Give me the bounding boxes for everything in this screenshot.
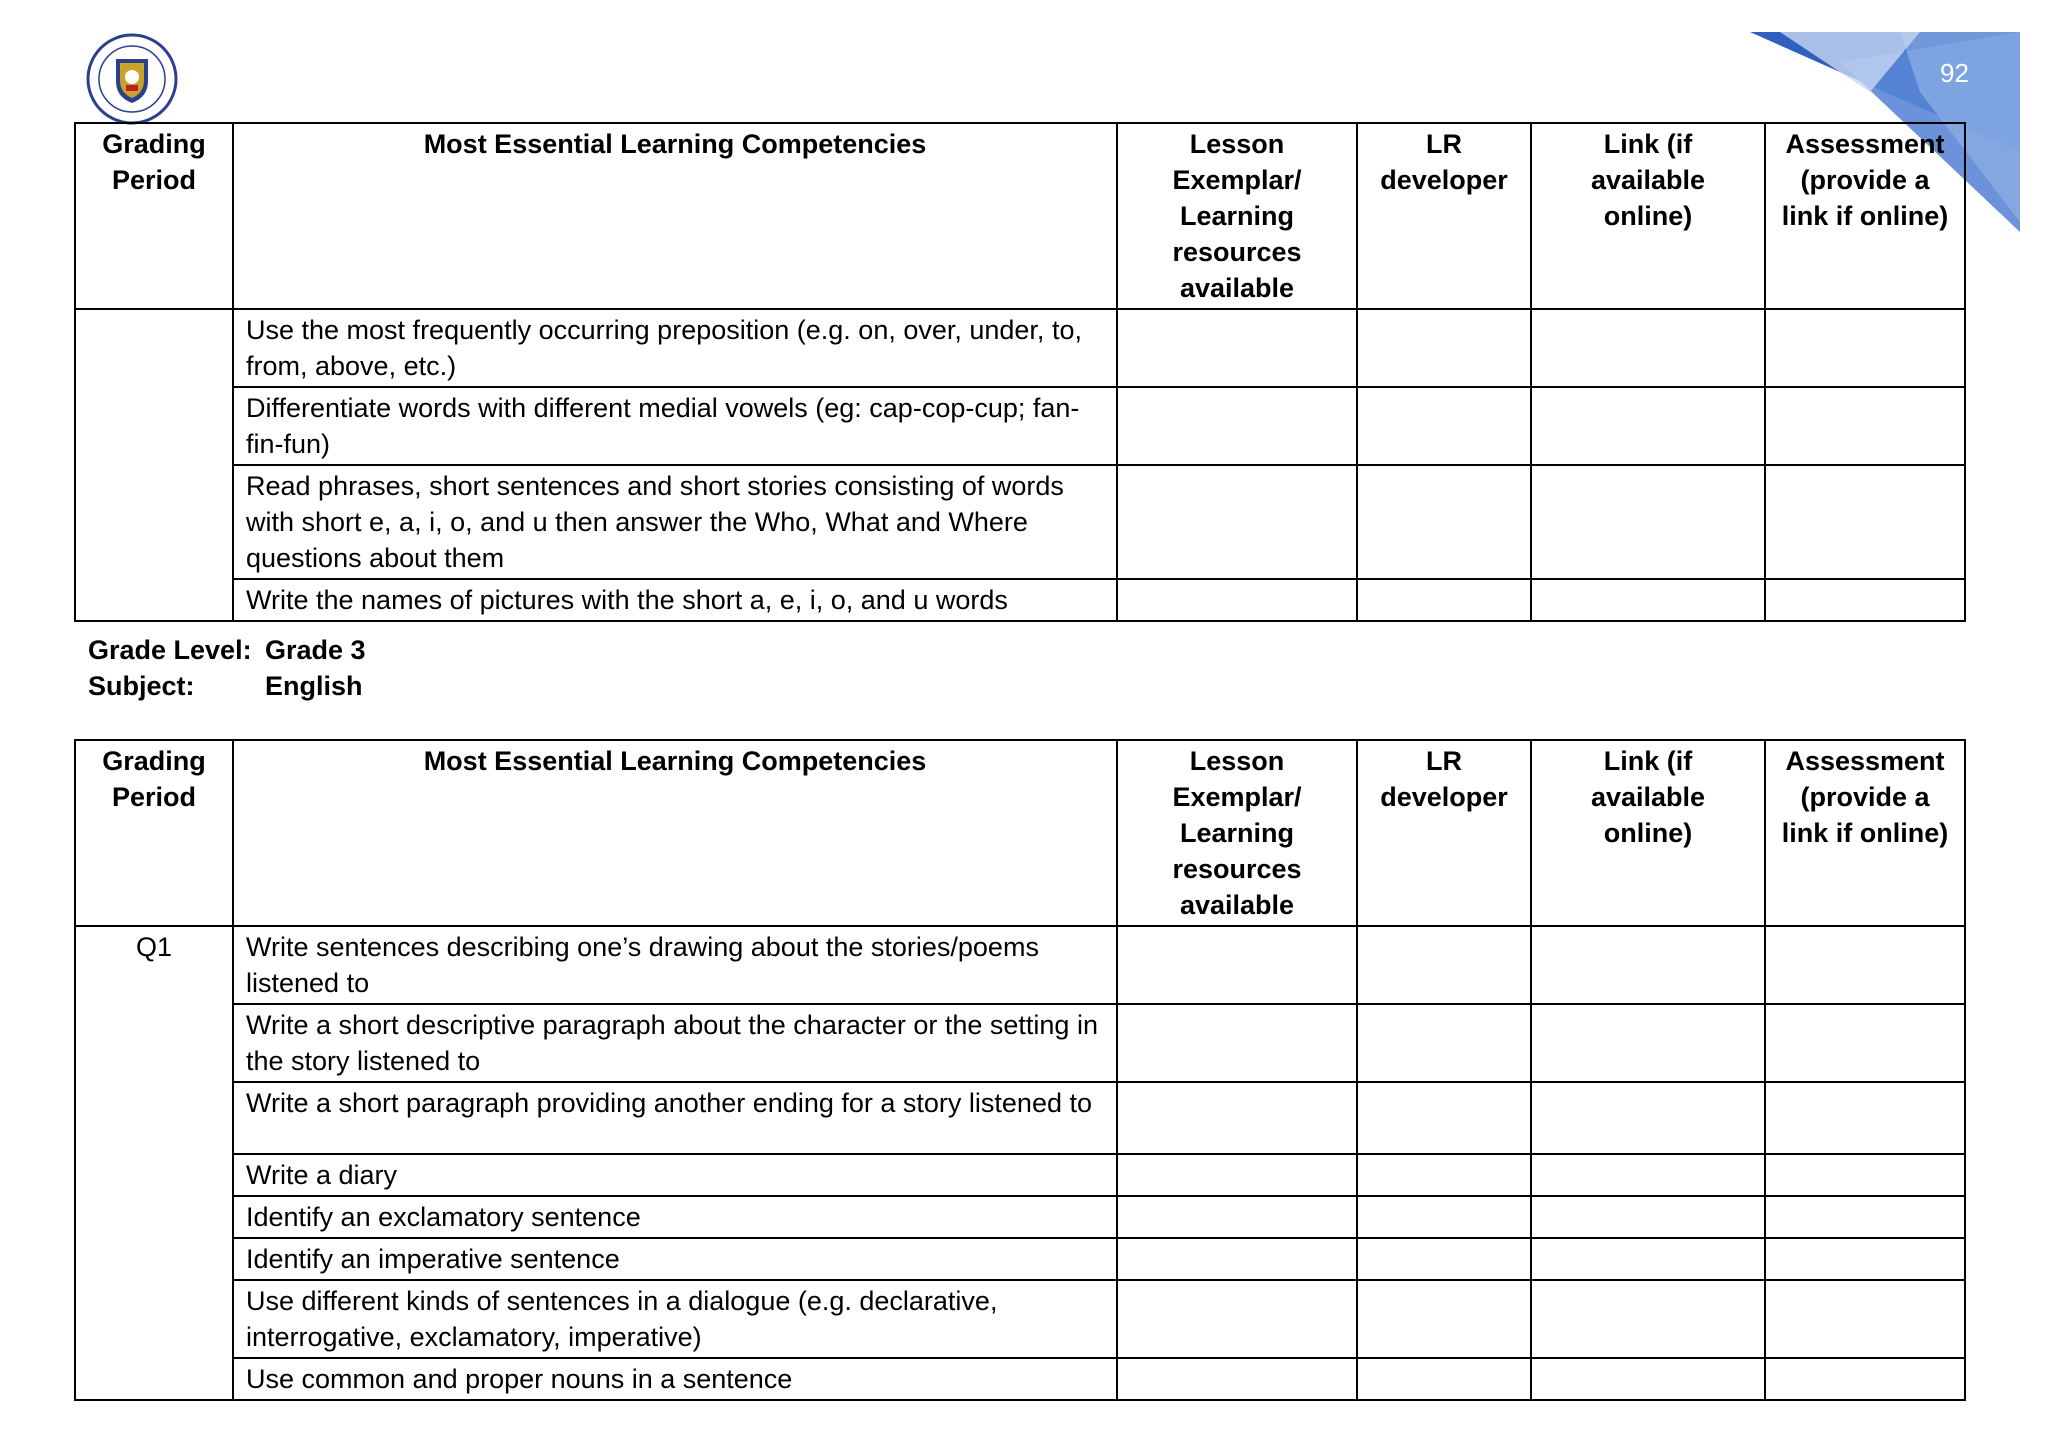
grade-level-value: Grade 3 — [265, 635, 366, 665]
table-row — [75, 309, 1965, 387]
table-row — [75, 1004, 1965, 1082]
competency-cell: Write sentences describing one’s drawing about the stories/poems listened to — [233, 926, 1117, 1004]
table-row — [75, 1280, 1965, 1358]
col-assessment: Assessment (provide a link if online) — [1765, 740, 1965, 926]
col-grading-period: Grading Period — [75, 740, 233, 926]
col-link: Link (if available online) — [1531, 123, 1765, 309]
header-row — [75, 123, 1965, 309]
table-row — [75, 579, 1965, 621]
grading-period-cell: Q1 — [75, 926, 233, 1400]
competency-cell: Identify an exclamatory sentence — [233, 1196, 1117, 1238]
col-assessment: Assessment (provide a link if online) — [1765, 123, 1965, 309]
grade-subject-info — [88, 632, 366, 704]
col-link: Link (if available online) — [1531, 740, 1765, 926]
competency-cell: Write a diary — [233, 1154, 1117, 1196]
table-row — [75, 1196, 1965, 1238]
competency-cell: Identify an imperative sentence — [233, 1238, 1117, 1280]
table-row — [75, 1358, 1965, 1400]
header-row — [75, 740, 1965, 926]
grading-period-cell — [75, 309, 233, 621]
grade-level-label: Grade Level: — [88, 635, 252, 665]
col-lesson-exemplar: Lesson Exemplar/ Learning resources available — [1117, 740, 1357, 926]
col-lr-developer: LR developer — [1357, 123, 1531, 309]
competency-table-1 — [74, 122, 1966, 622]
table-row — [75, 387, 1965, 465]
subject-label: Subject: — [88, 671, 195, 701]
competency-cell: Use different kinds of sentences in a dialogue (e.g. declarative, interrogative, exclamatory, imperative) — [233, 1280, 1117, 1358]
table-row — [75, 1082, 1965, 1154]
competency-cell: Use the most frequently occurring preposition (e.g. on, over, under, to, from, above, etc.) — [233, 309, 1117, 387]
col-lesson-exemplar: Lesson Exemplar/ Learning resources available — [1117, 123, 1357, 309]
col-lr-developer: LR developer — [1357, 740, 1531, 926]
competency-cell: Use common and proper nouns in a sentence — [233, 1358, 1117, 1400]
table-row — [75, 1238, 1965, 1280]
table-row — [75, 1154, 1965, 1196]
deped-seal-logo — [86, 33, 178, 125]
competency-table-2 — [74, 739, 1966, 1401]
competency-cell: Write a short descriptive paragraph about the character or the setting in the story listened to — [233, 1004, 1117, 1082]
table-row — [75, 926, 1965, 1004]
competency-cell: Read phrases, short sentences and short stories consisting of words with short e, a, i, o, and u then answer the Who, What and Where questions about them — [233, 465, 1117, 579]
page-number: 92 — [1940, 58, 1969, 88]
competency-cell: Write a short paragraph providing another ending for a story listened to — [233, 1082, 1117, 1154]
table-row — [75, 465, 1965, 579]
col-competencies: Most Essential Learning Competencies — [233, 123, 1117, 309]
col-competencies: Most Essential Learning Competencies — [233, 740, 1117, 926]
col-grading-period: Grading Period — [75, 123, 233, 309]
competency-cell: Differentiate words with different medial vowels (eg: cap-cop-cup; fan-fin-fun) — [233, 387, 1117, 465]
competency-cell: Write the names of pictures with the short a, e, i, o, and u words — [233, 579, 1117, 621]
subject-value: English — [265, 671, 363, 701]
